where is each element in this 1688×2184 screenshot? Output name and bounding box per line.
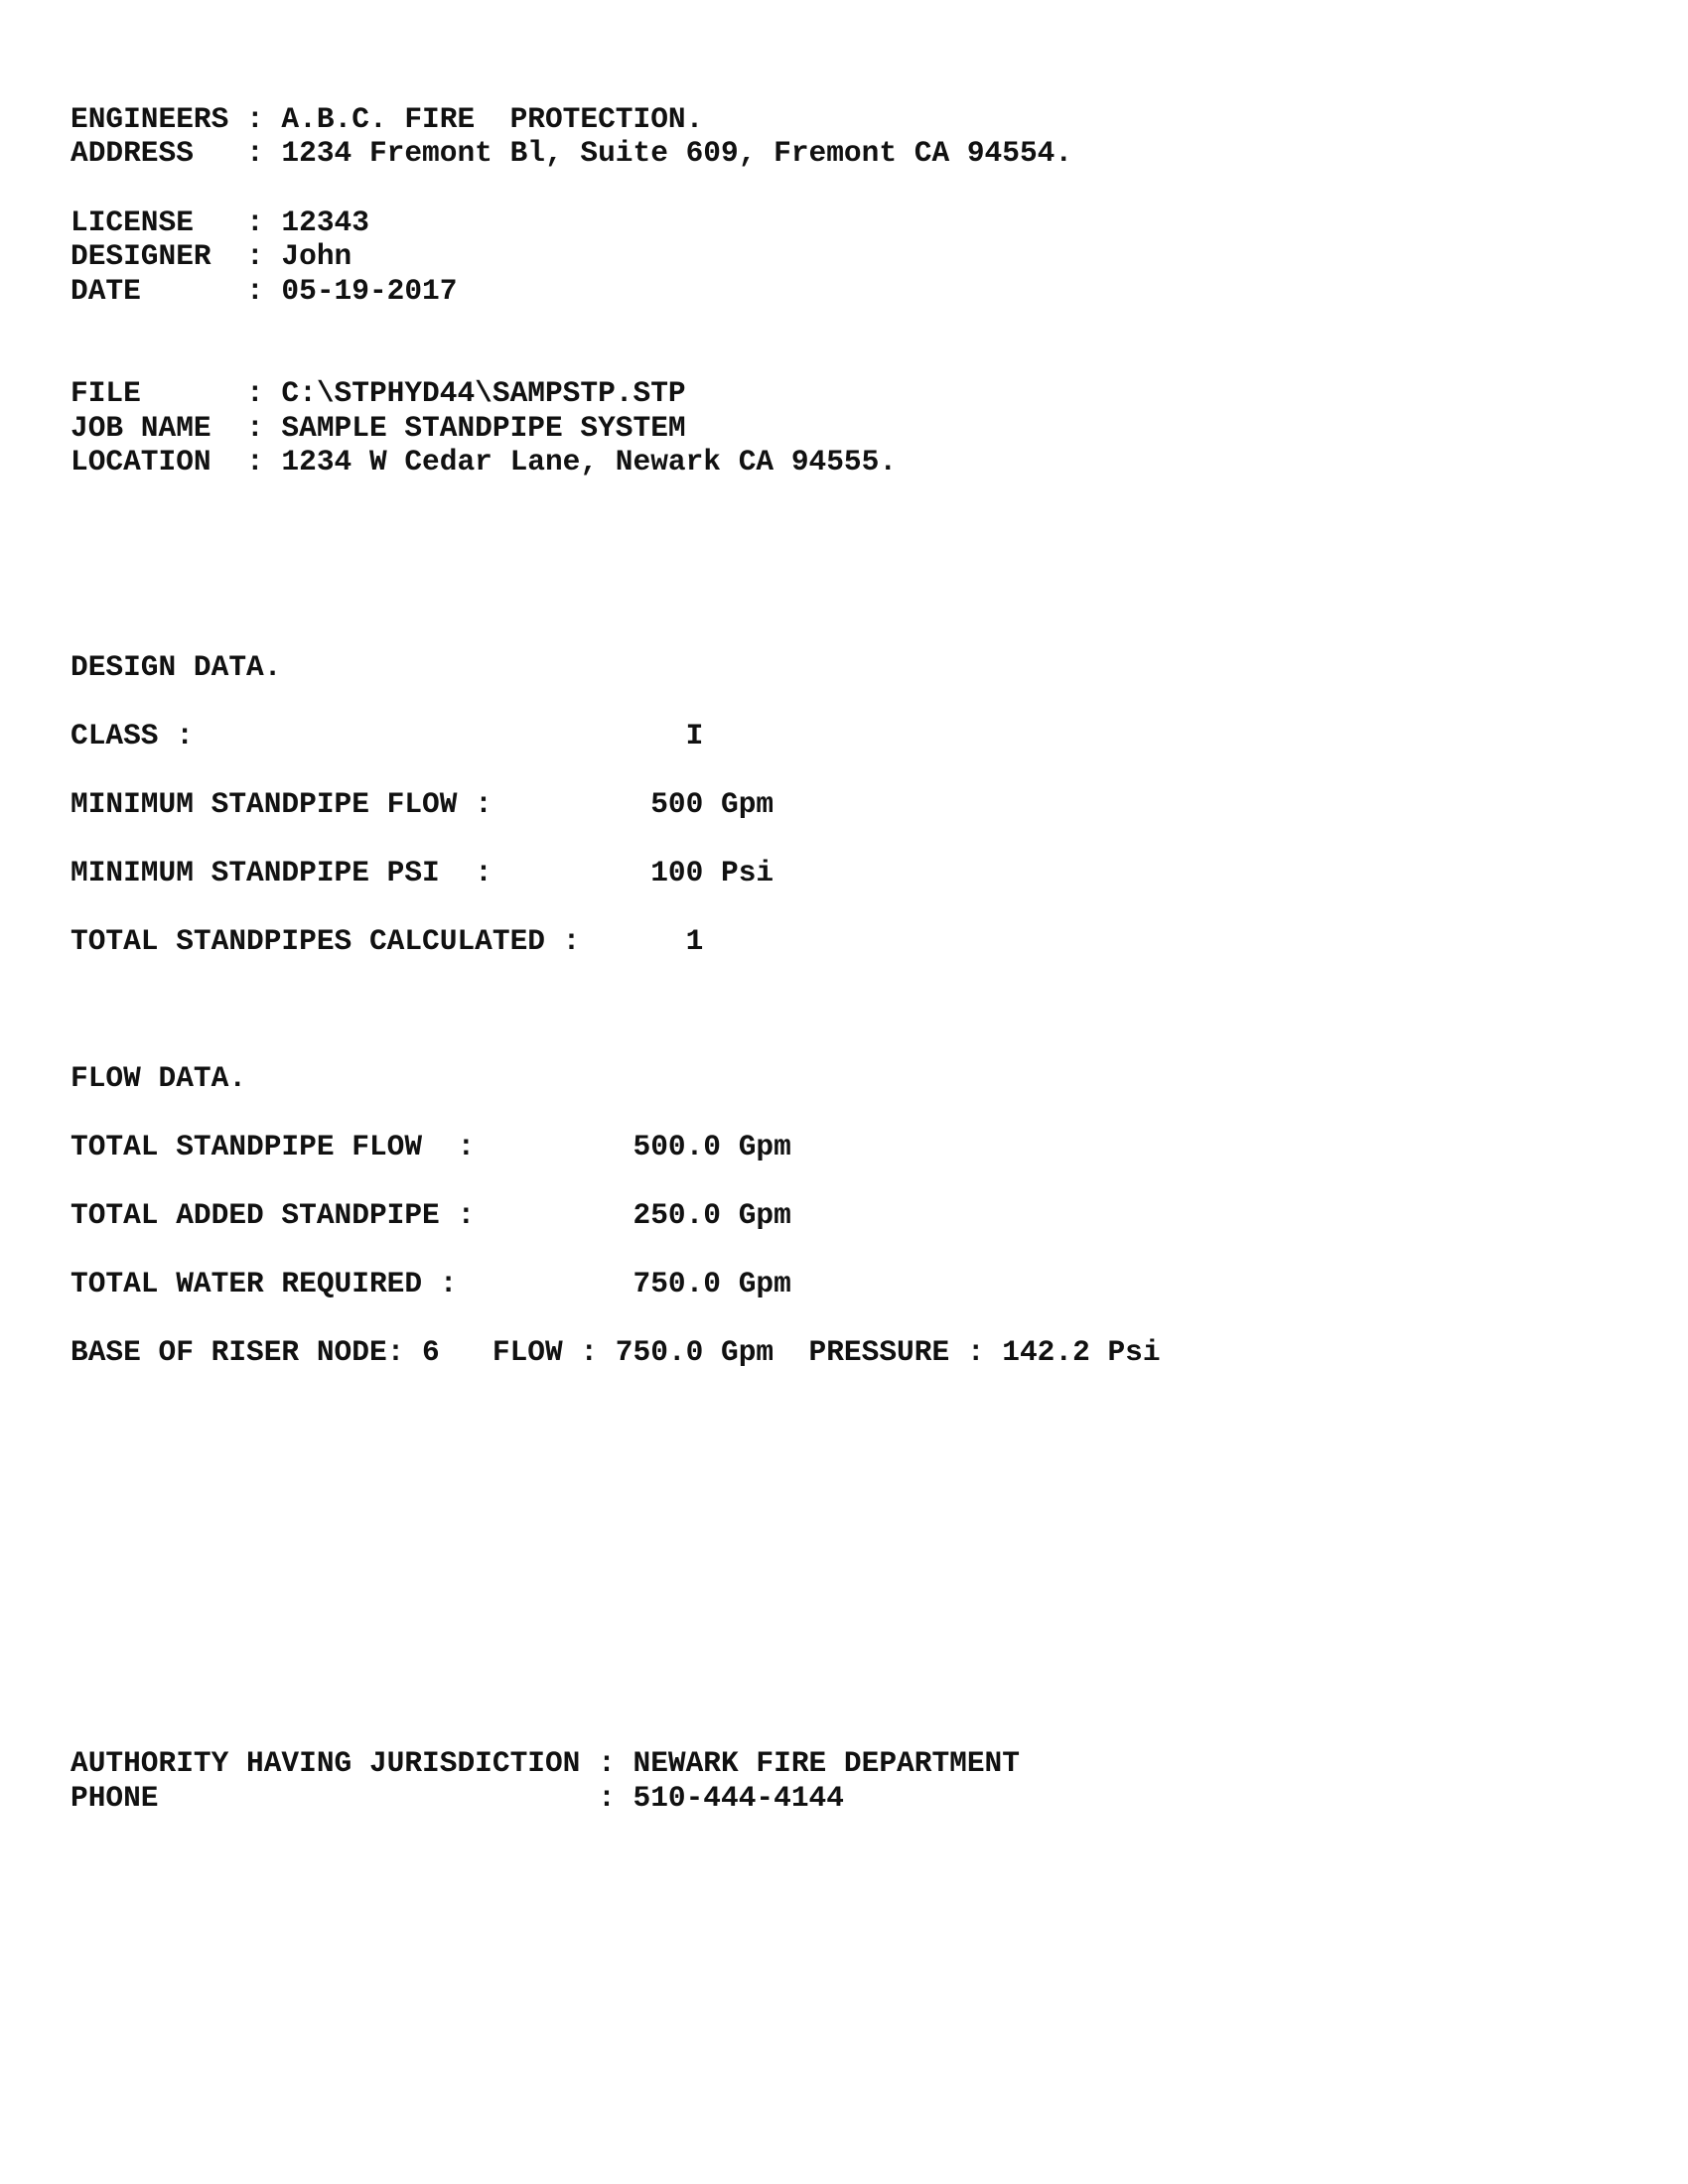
total-added-standpipe-line: TOTAL ADDED STANDPIPE : 250.0 Gpm <box>70 1198 791 1232</box>
location-line: LOCATION : 1234 W Cedar Lane, Newark CA 94555. <box>70 445 898 478</box>
authority-line: AUTHORITY HAVING JURISDICTION : NEWARK FIRE DEPARTMENT <box>70 1746 1020 1780</box>
total-standpipes-line: TOTAL STANDPIPES CALCULATED : 1 <box>70 924 704 958</box>
job-name-line: JOB NAME : SAMPLE STANDPIPE SYSTEM <box>70 411 686 445</box>
base-of-riser-line: BASE OF RISER NODE: 6 FLOW : 750.0 Gpm PRESSURE : 142.2 Psi <box>70 1335 1161 1369</box>
date-line: DATE : 05-19-2017 <box>70 274 458 308</box>
flow-data-heading: FLOW DATA. <box>70 1061 247 1095</box>
min-flow-line: MINIMUM STANDPIPE FLOW : 500 Gpm <box>70 787 774 821</box>
min-psi-line: MINIMUM STANDPIPE PSI : 100 Psi <box>70 856 774 889</box>
license-line: LICENSE : 12343 <box>70 205 369 239</box>
file-line: FILE : C:\STPHYD44\SAMPSTP.STP <box>70 376 686 410</box>
design-data-heading: DESIGN DATA. <box>70 650 282 684</box>
engineers-line: ENGINEERS : A.B.C. FIRE PROTECTION. <box>70 102 704 136</box>
class-line: CLASS : I <box>70 719 704 752</box>
address-line: ADDRESS : 1234 Fremont Bl, Suite 609, Fremont CA 94554. <box>70 136 1073 170</box>
designer-line: DESIGNER : John <box>70 239 352 273</box>
phone-line: PHONE : 510-444-4144 <box>70 1781 844 1815</box>
total-water-required-line: TOTAL WATER REQUIRED : 750.0 Gpm <box>70 1267 791 1300</box>
total-standpipe-flow-line: TOTAL STANDPIPE FLOW : 500.0 Gpm <box>70 1130 791 1163</box>
